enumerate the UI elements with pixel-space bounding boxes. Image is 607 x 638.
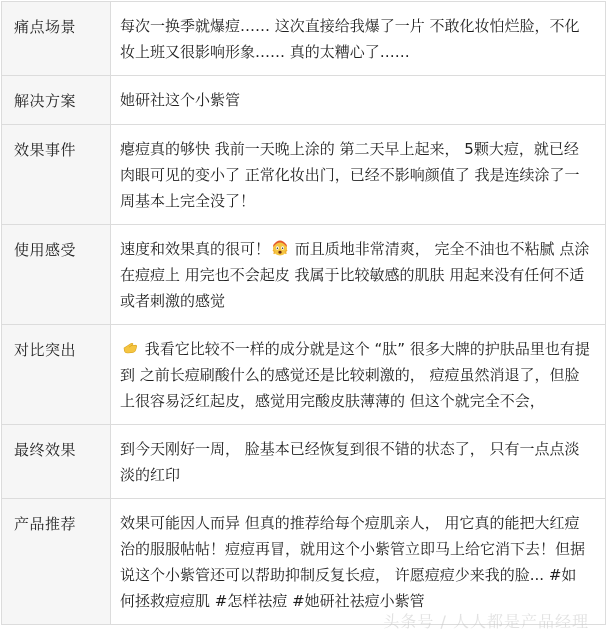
table-row	[2, 76, 606, 125]
row-label: 使用感受	[2, 225, 111, 325]
row-content: 每次一换季就爆痘…… 这次直接给我爆了一片 不敢化妆怕烂脸，不化妆上班又很影响形象…… 真的太糟心了……	[111, 2, 606, 76]
row-content: 到今天刚好一周， 脸基本已经恢复到很不错的状态了， 只有一点点淡淡的红印	[111, 425, 606, 499]
pointing-hand-icon	[122, 340, 138, 356]
row-content: 她研社这个小紫管	[111, 76, 606, 125]
shocked-face-icon	[272, 240, 288, 256]
row-content-text: 速度和效果真的很可！	[120, 240, 271, 258]
row-label: 最终效果	[2, 425, 111, 499]
row-content-text: 而且质地非常清爽， 完全不油也不粘腻 点涂在痘痘上 用完也不会起皮 我属于比较敏感的肌肤 用起来没有任何不适或者刺激的感觉	[120, 240, 590, 310]
row-content	[111, 225, 606, 325]
row-content	[111, 325, 606, 425]
review-table	[1, 1, 606, 625]
row-label: 效果事件	[2, 125, 111, 225]
row-label: 痛点场景	[2, 2, 111, 76]
row-label: 对比突出	[2, 325, 111, 425]
watermark: 头条号 / 人人都是产品经理	[383, 612, 589, 631]
table-row	[2, 125, 606, 225]
table-row	[2, 325, 606, 425]
row-label: 产品推荐	[2, 499, 111, 625]
table-row	[2, 225, 606, 325]
row-content: 效果可能因人而异 但真的推荐给每个痘肌亲人， 用它真的能把大红痘治的服服帖帖！痘痘再冒，就用这个小紫管立即马上给它消下去！但据说这个小紫管还可以帮助抑制反复长痘， 许愿痘痘少来我的脸... #如何拯救痘痘肌 #怎样祛痘 #她研社祛痘小紫管	[111, 499, 606, 625]
row-label: 解决方案	[2, 76, 111, 125]
row-content: 瘪痘真的够快 我前一天晚上涂的 第二天早上起来， 5颗大痘，就已经肉眼可见的变小了 正常化妆出门，已经不影响颜值了 我是连续涂了一周基本上完全没了！	[111, 125, 606, 225]
table-row	[2, 499, 606, 625]
table-row	[2, 2, 606, 76]
row-content-text: 我看它比较不一样的成分就是这个 “肽” 很多大牌的护肤品里也有提到 之前长痘刷酸什么的感觉还是比较刺激的， 痘痘虽然消退了，但脸上很容易泛红起皮，感觉用完酸皮肤薄薄的 但这个就完全不会，	[120, 340, 590, 410]
table-row	[2, 425, 606, 499]
